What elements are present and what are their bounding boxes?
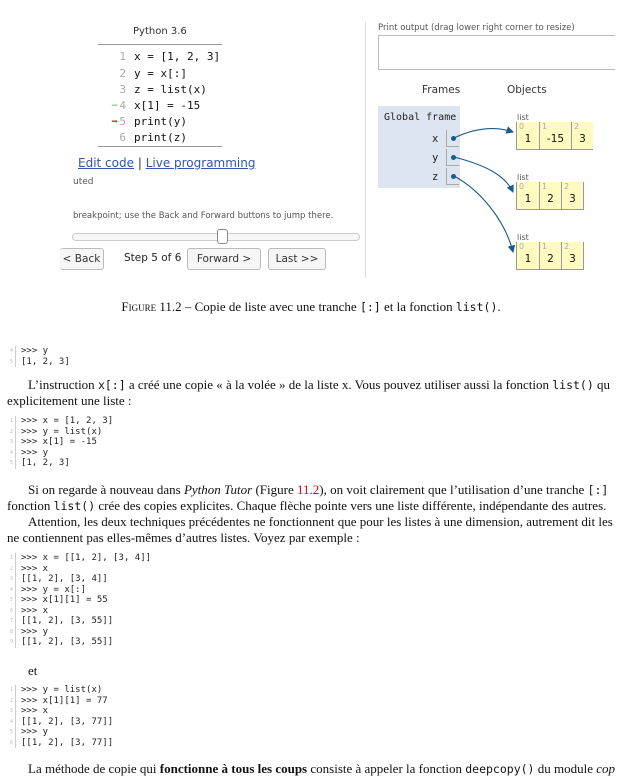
figure-caption: Figure 11.2 – Copie de liste avec une tranche [:] et la fonction list(). [121, 299, 501, 314]
global-frame-title: Global frame [384, 112, 457, 123]
paragraph: Si on regarde à nouveau dans Python Tutor (Figure 11.2), on voit clairement que l’utilisation d’une tranche [:] [28, 482, 609, 497]
paragraph-cont: explicitement une liste : [7, 393, 132, 408]
paragraph: Attention, les deux techniques précédentes ne fonctionnent que pour les listes à une dimension, autrement dit les [28, 514, 613, 529]
code-text: y = x[:] [134, 67, 187, 80]
list-object [516, 122, 593, 150]
forward-button[interactable]: Forward > [187, 248, 261, 270]
code-text: print(y) [134, 115, 187, 128]
variable-y: y [432, 152, 439, 164]
edit-code-link[interactable]: Edit code [78, 156, 134, 170]
caption-label: Figure 11.2 [121, 299, 182, 314]
code-text: z = list(x) [134, 83, 207, 96]
executed-status: uted [73, 177, 94, 187]
line-number: 6 [119, 131, 126, 144]
line-number: 4 [119, 99, 126, 112]
code-text: x = [1, 2, 3] [134, 50, 221, 63]
breakpoint-hint: breakpoint; use the Back and Forward buttons to jump there. [73, 211, 334, 221]
list-cell: 0 1 [517, 182, 540, 209]
figure-reference-link[interactable]: 11.2 [297, 482, 320, 497]
paragraph-cont: ne contiennent pas elles-mêmes d’autres listes. Voyez par exemple : [7, 530, 360, 545]
list-cell: 2 3 [574, 122, 586, 145]
line-number: 3 [119, 83, 126, 96]
list-object [516, 182, 584, 210]
code-text: print(z) [134, 131, 187, 144]
list-cell: 0 1 [517, 242, 540, 269]
back-button[interactable]: < Back [60, 248, 104, 270]
variable-x: x [432, 133, 439, 145]
line-number: 5 [119, 115, 126, 128]
step-counter: Step 5 of 6 [124, 252, 182, 264]
paragraph: La méthode de copie qui fonctionne à tous les coups consiste à appeler la fonction deepcopy() du module cop [28, 761, 616, 776]
list-cell: 1 2 [540, 182, 562, 209]
live-programming-link[interactable]: Live programming [145, 156, 256, 170]
language-label: Python 3.6 [133, 26, 187, 37]
print-output-label: Print output (drag lower right corner to resize) [378, 23, 575, 33]
last-button[interactable]: Last >> [268, 248, 326, 270]
list-object [516, 242, 584, 270]
link-separator: | [137, 156, 142, 170]
connector-text: et [28, 663, 38, 678]
list-cell: 1 -15 [540, 122, 572, 149]
list-cell: 1 2 [540, 242, 562, 269]
object-type-label: list [517, 233, 529, 242]
line-number: 2 [119, 67, 126, 80]
list-cell: 0 1 [517, 122, 540, 149]
variable-z: z [432, 171, 439, 183]
paragraph-cont: fonction list() crée des copies explicites. Chaque flèche pointe vers une liste différente, indépendante des autres. [7, 498, 607, 513]
red-arrow-icon: ➡ [111, 115, 118, 128]
object-type-label: list [517, 173, 529, 182]
object-type-label: list [517, 113, 529, 122]
list-cell: 2 3 [562, 182, 584, 209]
line-number: 1 [119, 50, 126, 63]
frames-header: Frames [422, 84, 461, 96]
paragraph: L’instruction x[:] a créé une copie « à la volée » de la liste x. Vous pouvez utiliser aussi la fonction list() qu [28, 377, 611, 392]
green-arrow-icon: ➡ [111, 99, 118, 112]
list-cell: 2 3 [562, 242, 584, 269]
objects-header: Objects [507, 84, 547, 96]
code-text: x[1] = -15 [134, 99, 201, 112]
